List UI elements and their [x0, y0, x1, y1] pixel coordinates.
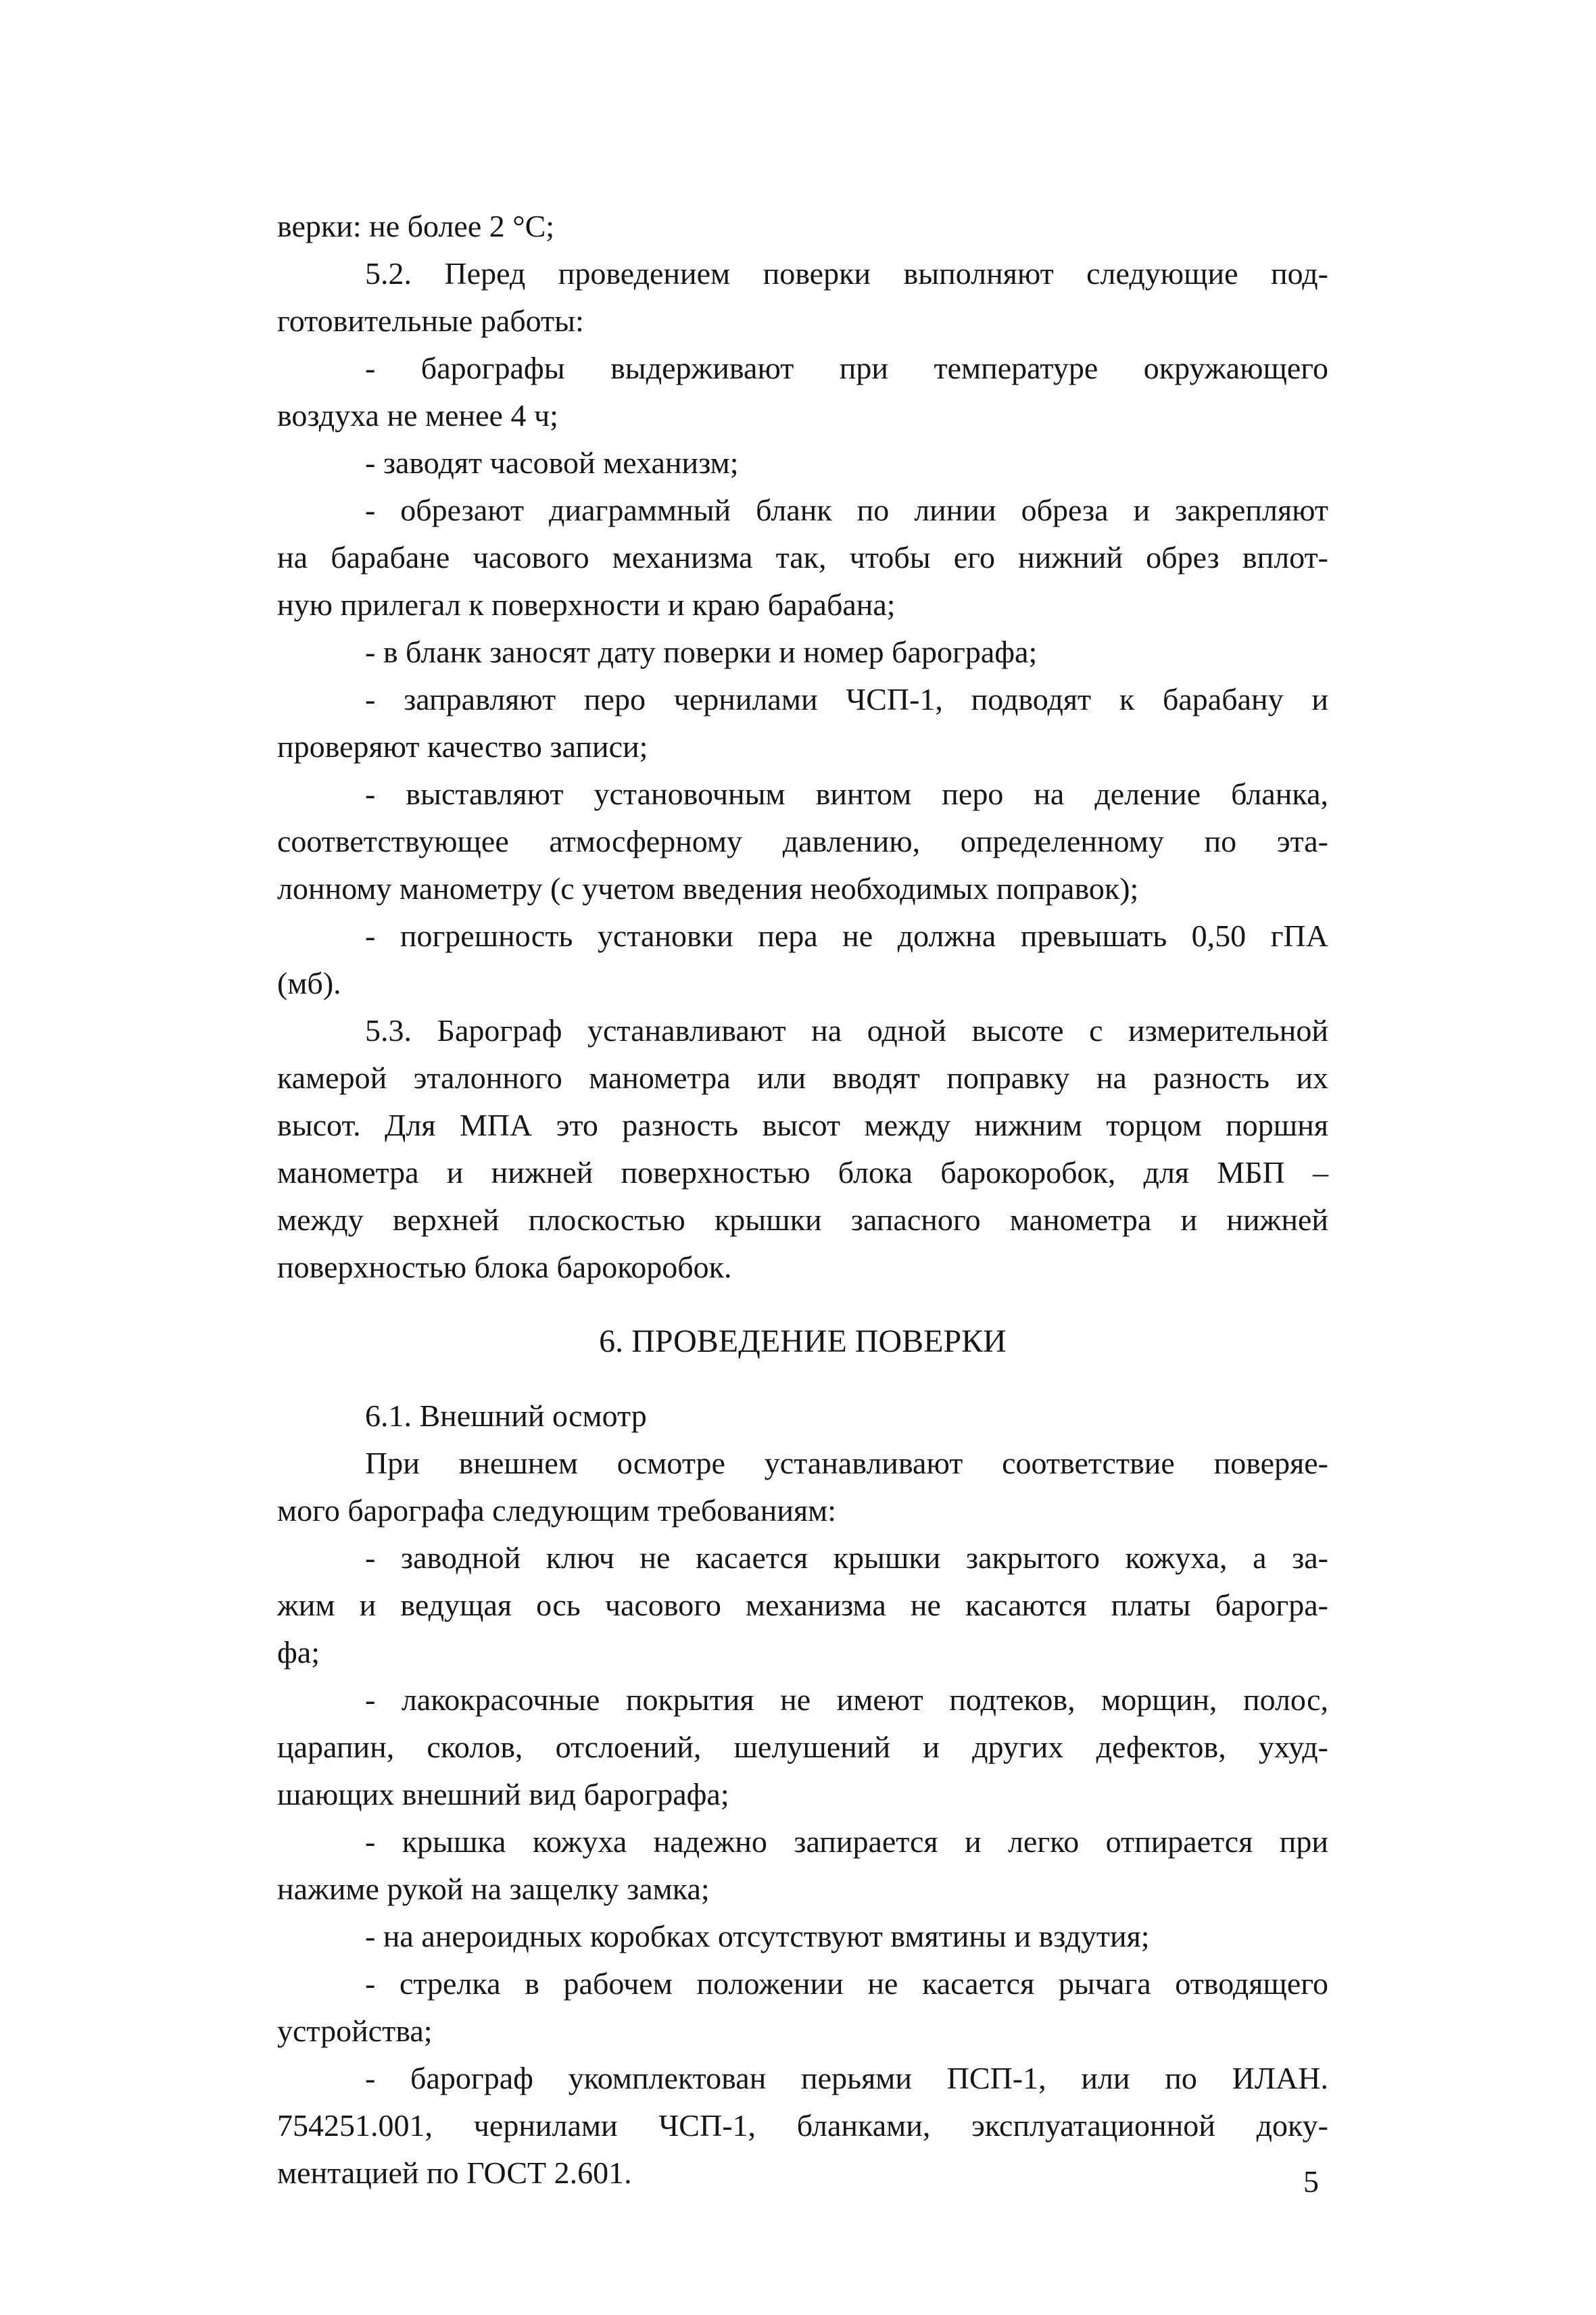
- text-line: - заводной ключ не касается крышки закрытого кожуха, а за-: [365, 1540, 1328, 1575]
- text-line: лонному манометру (с учетом введения необходимых поправок);: [277, 871, 1139, 906]
- text-line: - барограф укомплектован перьями ПСП-1, или по ИЛАН.: [365, 2061, 1328, 2095]
- text-line: ную прилегал к поверхности и краю барабана;: [277, 587, 896, 622]
- text-line: - заводят часовой механизм;: [365, 445, 739, 480]
- text-line: ментацией по ГОСТ 2.601.: [277, 2155, 632, 2190]
- text-line: готовительные работы:: [277, 303, 584, 338]
- section-heading: 6. ПРОВЕДЕНИЕ ПОВЕРКИ: [599, 1323, 1007, 1359]
- text-line: жим и ведущая ось часового механизма не касаются платы барогра-: [277, 1588, 1328, 1622]
- text-line: - крышка кожуха надежно запирается и легко отпирается при: [365, 1824, 1328, 1859]
- text-line: царапин, сколов, отслоений, шелушений и других дефектов, ухуд-: [277, 1730, 1328, 1764]
- text-line: устройства;: [277, 2014, 433, 2048]
- text-line: соответствующее атмосферному давлению, определенному по эта-: [277, 824, 1328, 858]
- text-line: 5.2. Перед проведением поверки выполняют следующие под-: [365, 256, 1328, 291]
- text-line: - заправляют перо чернилами ЧСП-1, подводят к барабану и: [365, 682, 1328, 716]
- text-line: - в бланк заносят дату поверки и номер барографа;: [365, 635, 1038, 669]
- text-line: шающих внешний вид барографа;: [277, 1777, 729, 1811]
- page-number: 5: [1303, 2164, 1319, 2199]
- text-line: (мб).: [277, 966, 341, 1000]
- text-line: между верхней плоскостью крышки запасного манометра и нижней: [277, 1202, 1328, 1237]
- text-line: - обрезают диаграммный бланк по линии обреза и закрепляют: [365, 493, 1328, 527]
- text-line: При внешнем осмотре устанавливают соответствие поверяе-: [365, 1446, 1328, 1480]
- text-line: - барографы выдерживают при температуре окружающего: [365, 351, 1328, 385]
- text-line: поверхностью блока барокоробок.: [277, 1250, 732, 1284]
- text-line: - на анероидных коробках отсутствуют вмятины и вздутия;: [365, 1919, 1150, 1953]
- text-line: камерой эталонного манометра или вводят поправку на разность их: [277, 1061, 1328, 1095]
- text-line: верки: не более 2 °С;: [277, 209, 555, 243]
- text-line: мого барографа следующим требованиям:: [277, 1493, 837, 1528]
- text-line: высот. Для МПА это разность высот между нижним торцом поршня: [277, 1108, 1328, 1142]
- text-line: - лакокрасочные покрытия не имеют подтеков, морщин, полос,: [365, 1682, 1328, 1717]
- text-line: - выставляют установочным винтом перо на деление бланка,: [365, 777, 1328, 811]
- text-line: фа;: [277, 1635, 320, 1670]
- subsection-title: 6.1. Внешний осмотр: [365, 1398, 647, 1433]
- text-line: - погрешность установки пера не должна превышать 0,50 гПА: [365, 919, 1328, 953]
- text-line: - стрелка в рабочем положении не касается рычага отводящего: [365, 1966, 1328, 2001]
- text-line: манометра и нижней поверхностью блока барокоробок, для МБП –: [277, 1155, 1328, 1190]
- text-line: 5.3. Барограф устанавливают на одной высоте с измерительной: [365, 1013, 1328, 1048]
- text-line: нажиме рукой на защелку замка;: [277, 1872, 710, 1906]
- text-line: воздуха не менее 4 ч;: [277, 398, 558, 433]
- document-body: [277, 203, 1328, 2197]
- text-line: 754251.001, чернилами ЧСП-1, бланками, эксплуатационной доку-: [277, 2108, 1328, 2143]
- text-line: на барабане часового механизма так, чтобы его нижний обрез вплот-: [277, 540, 1328, 575]
- text-line: проверяют качество записи;: [277, 729, 648, 764]
